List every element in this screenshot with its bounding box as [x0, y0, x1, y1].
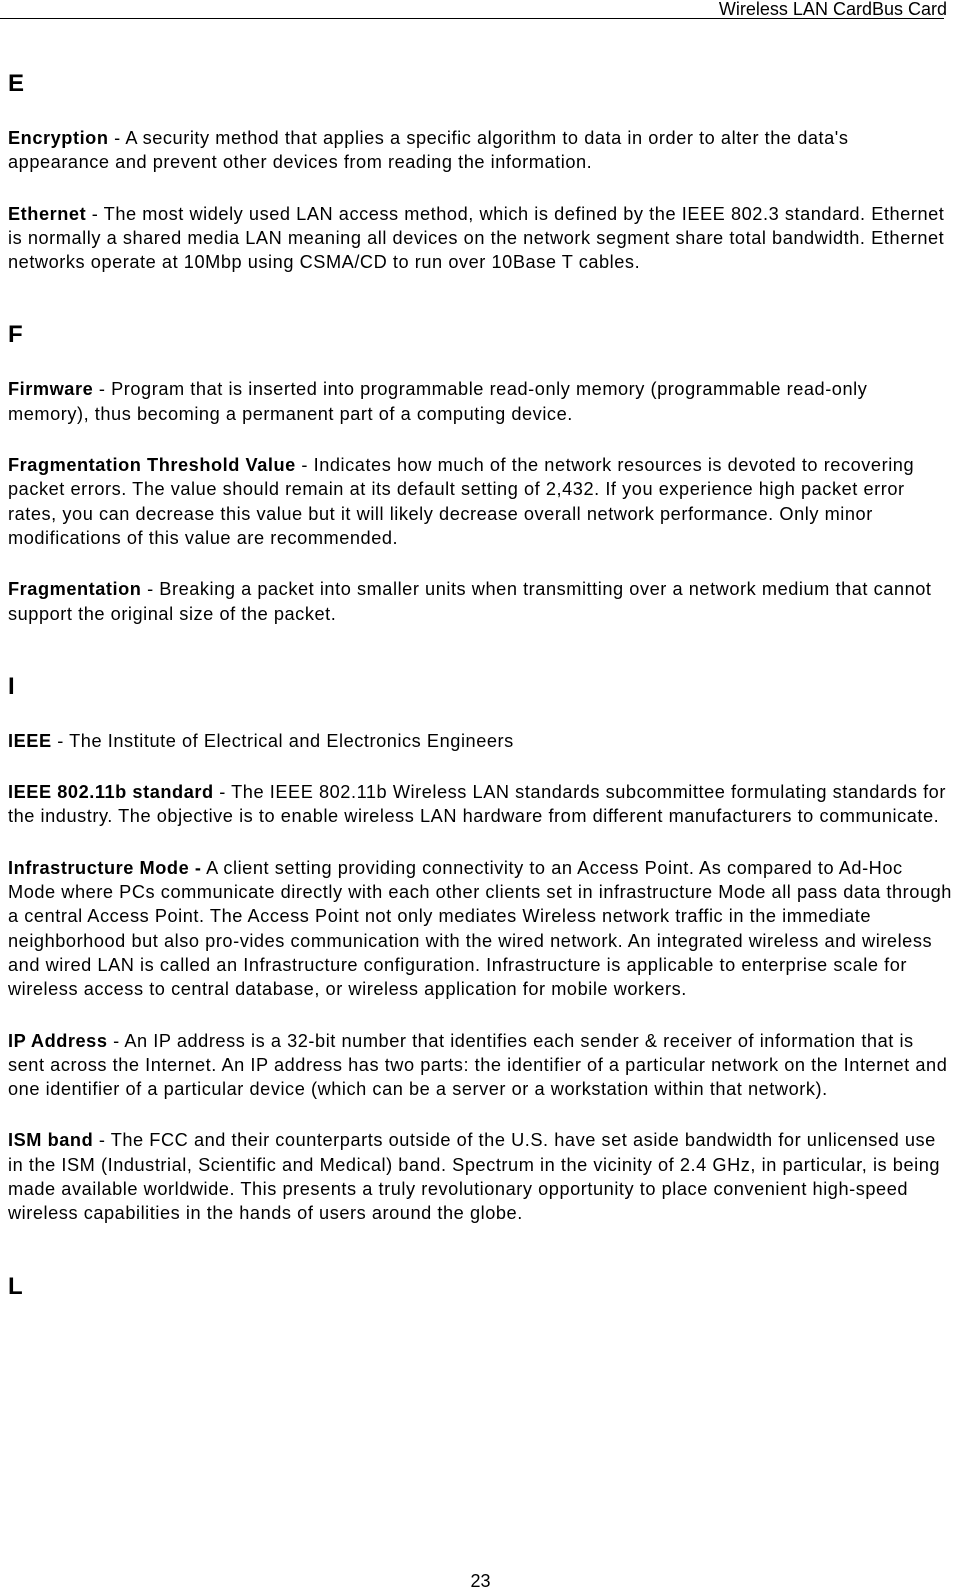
entry-separator: - — [51, 730, 70, 751]
entry-term: Infrastructure Mode - — [8, 857, 202, 878]
section-spacer — [8, 653, 952, 673]
header-rule — [0, 18, 944, 19]
page-number: 23 — [470, 1571, 491, 1591]
entry-definition: A security method that applies a specific algorithm to data in order to alter the data's appearance and prevent other devices from reading the information. — [8, 128, 849, 173]
entry-definition: The FCC and their counterparts outside of the U.S. have set aside bandwidth for unlicensed use in the ISM (Industrial, Scientific and Medical) band. Spectrum in the vicinity of 2.4 GHz, in particular, is being made available worldwide. This presents a truly revolutionary opportunity to place convenient high-speed wireless capabilities in the hands of users around the globe. — [8, 1130, 941, 1224]
entry-separator: - — [93, 1130, 111, 1151]
glossary-section-i — [8, 673, 952, 1226]
glossary-entry-firmware — [8, 377, 952, 426]
entry-definition: Breaking a packet into smaller units when transmitting over a network medium that cannot support the original size of the packet. — [8, 579, 932, 624]
entry-definition: An IP address is a 32-bit number that identifies each sender & receiver of information that is sent across the Internet. An IP address has two parts: the identifier of a particular network on the Internet and one identifier of a particular device (which can be a server or a workstation within that network). — [8, 1030, 948, 1100]
glossary-section-l — [8, 1273, 952, 1301]
entry-definition: The IEEE 802.11b Wireless LAN standards subcommittee formulating standards for the industry. The objective is to enable wireless LAN hardware from different manufacturers to communicate. — [8, 782, 946, 827]
glossary-entry-ism-band — [8, 1128, 952, 1225]
glossary-content — [8, 70, 952, 1329]
glossary-section-e — [8, 70, 952, 274]
glossary-entry-ieee-80211b — [8, 780, 952, 829]
glossary-entry-ethernet — [8, 202, 952, 275]
entry-separator: - — [93, 379, 112, 400]
entry-separator: - — [141, 579, 160, 600]
entry-definition: Indicates how much of the network resources is devoted to recovering packet errors. The value should remain at its default setting of 2,432. If you experience high packet error rates, you can decrease this value but it will likely decrease overall network performance. Only minor modifications of this value are recommended. — [8, 455, 915, 548]
entry-term: Fragmentation Threshold Value — [8, 455, 296, 476]
entry-term: IP Address — [8, 1030, 108, 1051]
entry-separator: - — [295, 455, 314, 476]
entry-definition: Program that is inserted into programmable read-only memory (programmable read-only memory), thus becoming a permanent part of a computing device. — [8, 379, 868, 424]
entry-term: Encryption — [8, 128, 109, 148]
section-letter: E — [8, 70, 26, 97]
glossary-entry-fragmentation-threshold — [8, 453, 952, 550]
entry-term: Firmware — [8, 379, 94, 400]
glossary-section-f — [8, 321, 952, 625]
glossary-entry-encryption — [8, 126, 952, 175]
section-letter: L — [8, 1272, 24, 1300]
section-letter: I — [8, 672, 16, 700]
running-header-title: Wireless LAN CardBus Card — [718, 0, 947, 19]
entry-separator: - — [107, 1030, 125, 1051]
entry-separator: - — [213, 782, 232, 803]
section-spacer — [8, 301, 952, 321]
section-letter: F — [8, 321, 24, 349]
section-spacer — [8, 1253, 952, 1273]
glossary-entry-infrastructure-mode — [8, 856, 952, 1002]
entry-separator: - — [86, 203, 104, 224]
entry-term: IEEE 802.11b standard — [8, 782, 214, 803]
entry-definition: A client setting providing connectivity to an Access Point. As compared to Ad-Hoc Mode where PCs communicate directly with each other clients set in infrastructure Mode all pass data through a central Access Point. The Access Point not only mediates Wireless network traffic in the immediate neighborhood but also pro-vides communication with the wired network. An integrated wireless and wireless and wired LAN is called an Infrastructure configuration. Infrastructure is applicable to enterprise scale for wireless access to central database, or wireless application for mobile workers. — [8, 857, 952, 1000]
entry-term: IEEE — [8, 730, 52, 751]
glossary-entry-ip-address — [8, 1029, 952, 1102]
glossary-entry-fragmentation — [8, 577, 952, 626]
entry-term: Fragmentation — [8, 579, 142, 600]
glossary-entry-ieee — [8, 729, 952, 753]
entry-separator: - — [108, 128, 126, 148]
entry-term: ISM band — [8, 1130, 94, 1151]
entry-definition: The Institute of Electrical and Electronics Engineers — [69, 730, 514, 751]
entry-term: Ethernet — [8, 203, 87, 224]
entry-definition: The most widely used LAN access method, which is defined by the IEEE 802.3 standard. Ethernet is normally a shared media LAN meaning all devices on the network segment share total bandwidth. Ethernet networks operate at 10Mbp using CSMA/CD to run over 10Base T cables. — [8, 203, 945, 273]
